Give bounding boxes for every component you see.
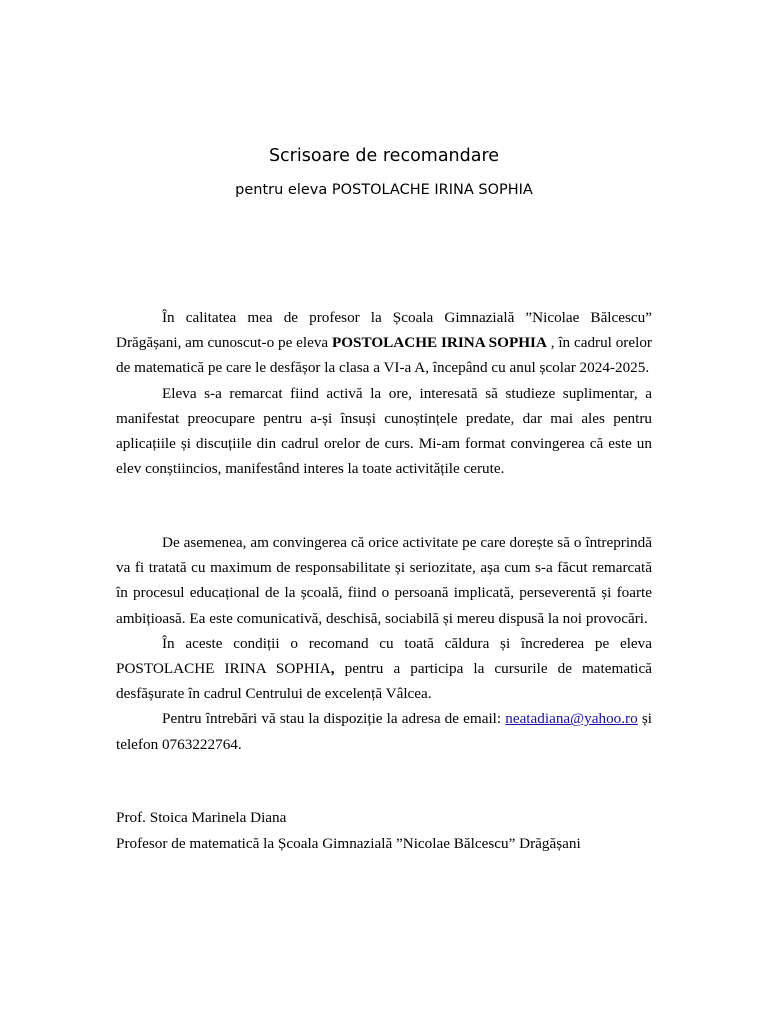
paragraph-contact-text-a: Pentru întrebări vă stau la dispoziție la adresa de email:	[162, 710, 506, 728]
paragraph-character: De asemenea, am convingerea că orice activitate pe care dorește să o întreprindă va fi tratată cu maximum de responsabilitate și seriozitate, așa cum s-a făcut remarcată în procesul educațional de la școală, fiind o persoană implicată, perseverentă și foarte ambițioasă. Ea este comunicativă, deschisă, sociabilă și mereu dispusă la noi provocări.	[116, 534, 652, 627]
paragraph-recommendation	[116, 631, 652, 707]
paragraph-activity: Eleva s-a remarcat fiind activă la ore, interesată să studieze suplimentar, a manifestat preocupare pentru a-și însuși cunoștințele predate, dar mai ales pentru aplicațiile și discuțiile din cadrul orelor de curs. Mi-am format convingerea că este un elev conștiincios, manifestând interes la toate activitățile cerute.	[116, 384, 652, 478]
signature-name: Prof. Stoica Marinela Diana	[116, 809, 287, 826]
letter-title: Scrisoare de recomandare	[268, 146, 500, 166]
recommendation-comma: ,	[330, 660, 335, 678]
letter-subtitle: pentru eleva POSTOLACHE IRINA SOPHIA	[235, 182, 533, 198]
paragraph-intro	[116, 305, 652, 381]
paragraph-recommendation-text-b: pentru a participa la cursurile de matematică desfășurate în cadrul Centrului de excelență Vâlcea.	[116, 660, 652, 703]
paragraph-contact-text-b: și telefon 0763222764.	[116, 710, 652, 753]
paragraph-contact	[116, 706, 652, 756]
student-name: POSTOLACHE IRINA SOPHIA	[331, 334, 547, 352]
letter-body-part-2	[116, 530, 652, 757]
signature-role: Profesor de matematică la Școala Gimnazială ”Nicolae Bălcescu” Drăgășani	[116, 835, 581, 852]
email-link[interactable]: neatadiana@yahoo.ro	[505, 710, 638, 728]
paragraph-intro-text-a: În calitatea mea de profesor la Școala Gimnazială ”Nicolae Bălcescu” Drăgășani, am cunoscut-o pe eleva	[116, 309, 652, 352]
paragraph-recommendation-text-a: În aceste condiții o recomand cu toată căldura și încrederea pe eleva POSTOLACHE IRINA SOPHIA	[116, 634, 652, 678]
letter-body-part-1	[116, 305, 652, 481]
paragraph-intro-text-b: , în cadrul orelor de matematică pe care le desfășor la clasa a VI-a A, începând cu anul școlar 2024-2025.	[116, 334, 652, 377]
